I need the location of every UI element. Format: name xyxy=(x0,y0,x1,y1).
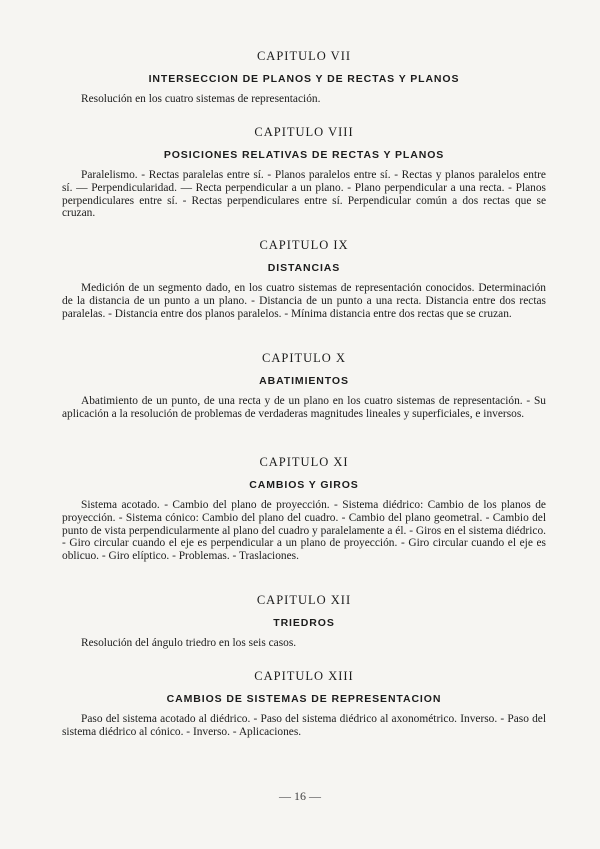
chapter-heading: CAPITULO VIII xyxy=(254,125,354,139)
chapter-title: CAMBIOS DE SISTEMAS DE REPRESENTACION xyxy=(166,693,442,705)
page-number: — 16 — xyxy=(279,789,321,803)
chapter-body: Paso del sistema acotado al diédrico. - Paso del sistema diédrico al axonométrico. Inverso. - Paso del sistema diédrico al cónico. - Inverso. - Aplicaciones. xyxy=(62,713,546,738)
chapter-heading: CAPITULO X xyxy=(262,351,346,365)
chapter-heading: CAPITULO XIII xyxy=(254,669,354,683)
chapter-body: Resolución del ángulo triedro en los seis casos. xyxy=(81,637,297,649)
chapter-x xyxy=(62,351,546,421)
chapter-title: INTERSECCION DE PLANOS Y DE RECTAS Y PLANOS xyxy=(148,73,460,85)
chapter-body: Resolución en los cuatro sistemas de representación. xyxy=(81,93,321,105)
chapter-title: CAMBIOS Y GIROS xyxy=(249,479,359,491)
chapter-heading: CAPITULO VII xyxy=(256,49,352,63)
chapter-title: POSICIONES RELATIVAS DE RECTAS Y PLANOS xyxy=(163,149,445,161)
chapter-ix xyxy=(62,238,546,320)
chapter-body: Paralelismo. - Rectas paralelas entre sí. - Planos paralelos entre sí. - Rectas y planos paralelos entre sí. — Perpendicularidad. — Recta perpendicular a un plano. - Plano perpendicular a una recta. - Planos perpendiculares entre sí. - Rectas perpendiculares entre sí. Perpendicular común a dos rectas que se cruzan. xyxy=(62,169,546,220)
chapter-heading: CAPITULO IX xyxy=(259,238,349,252)
chapter-body: Medición de un segmento dado, en los cuatro sistemas de representación conocidos. Determinación de la distancia de un punto a un plano. - Distancia de un punto a una recta. Distancia entre dos rectas paralelas. - Distancia entre dos planos paralelos. - Mínima distancia entre dos rectas que se cruzan. xyxy=(62,282,546,320)
chapter-viii xyxy=(62,125,546,220)
chapter-body: Sistema acotado. - Cambio del plano de proyección. - Sistema diédrico: Cambio de los planos de proyección. - Sistema cónico: Cambio del plano del cuadro. - Cambio del plano geometral. - Cambio del punto de vista perpendicularmente al plano del cuadro y paralelamente a él. - Giros en el sistema diédrico. - Giro circular cuando el eje es perpendicular a un plano de proyección. - Giro circular cuando el eje es oblicuo. - Giro elíptico. - Problemas. - Traslaciones. xyxy=(62,499,546,563)
chapter-title: TRIEDROS xyxy=(273,617,335,629)
chapter-xiii xyxy=(62,669,546,739)
chapter-xii xyxy=(62,593,546,650)
chapter-heading: CAPITULO XI xyxy=(259,455,349,469)
chapter-xi xyxy=(62,455,546,563)
chapter-body: Abatimiento de un punto, de una recta y de un plano en los cuatro sistemas de representación. - Su aplicación a la resolución de problemas de verdaderas magnitudes lineales y superficiales, e inversos. xyxy=(62,395,546,420)
chapter-title: DISTANCIAS xyxy=(267,262,341,274)
chapter-heading: CAPITULO XII xyxy=(256,593,352,607)
chapter-vii xyxy=(62,49,546,106)
chapter-title: ABATIMIENTOS xyxy=(259,375,349,387)
